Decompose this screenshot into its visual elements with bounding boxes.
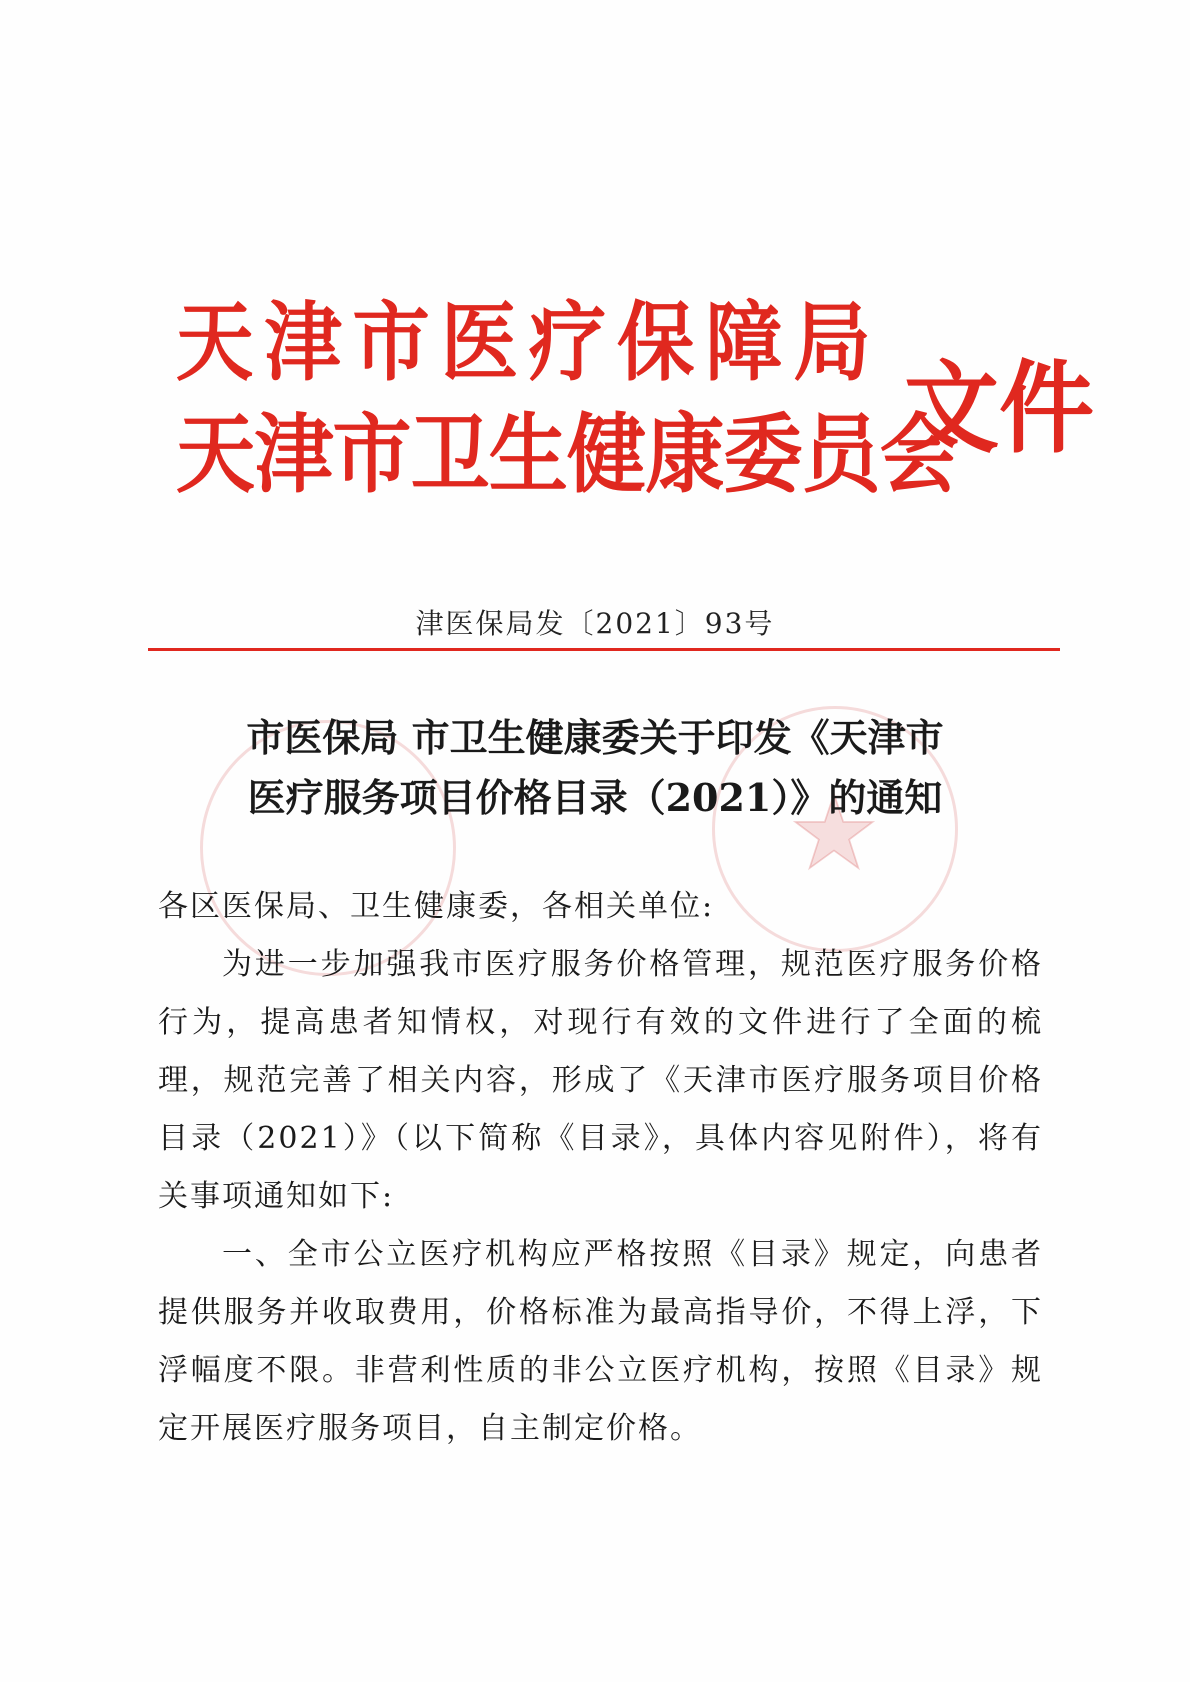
paragraph-2: 一、全市公立医疗机构应严格按照《目录》规定，向患者提供服务并收取费用，价格标准为最高指导价，不得上浮，下浮幅度不限。非营利性质的非公立医疗机构，按照《目录》规定开展医疗服务项目，自主制定价格。	[158, 1237, 1043, 1446]
document-title	[150, 708, 1040, 828]
letterhead	[176, 292, 1096, 530]
salutation: 各区医保局、卫生健康委，各相关单位:	[158, 889, 715, 924]
issuer-line-2: 天津市卫生健康委员会	[176, 404, 958, 505]
paragraph-1: 为进一步加强我市医疗服务价格管理，规范医疗服务价格行为，提高患者知情权，对现行有效的文件进行了全面的梳理，规范完善了相关内容，形成了《天津市医疗服务项目价格目录（2021）》（以下简称《目录》，具体内容见附件），将有关事项通知如下:	[158, 947, 1043, 1214]
issuer-line-1: 天津市医疗保障局	[176, 292, 882, 393]
document-body	[158, 878, 1043, 1458]
document-number: 津医保局发〔2021〕93号	[415, 607, 775, 640]
title-line-2: 医疗服务项目价格目录（2021）》的通知	[247, 775, 943, 820]
title-line-1: 市医保局 市卫生健康委关于印发《天津市	[246, 715, 944, 760]
file-label: 文件	[904, 349, 1094, 467]
red-divider	[148, 648, 1060, 651]
